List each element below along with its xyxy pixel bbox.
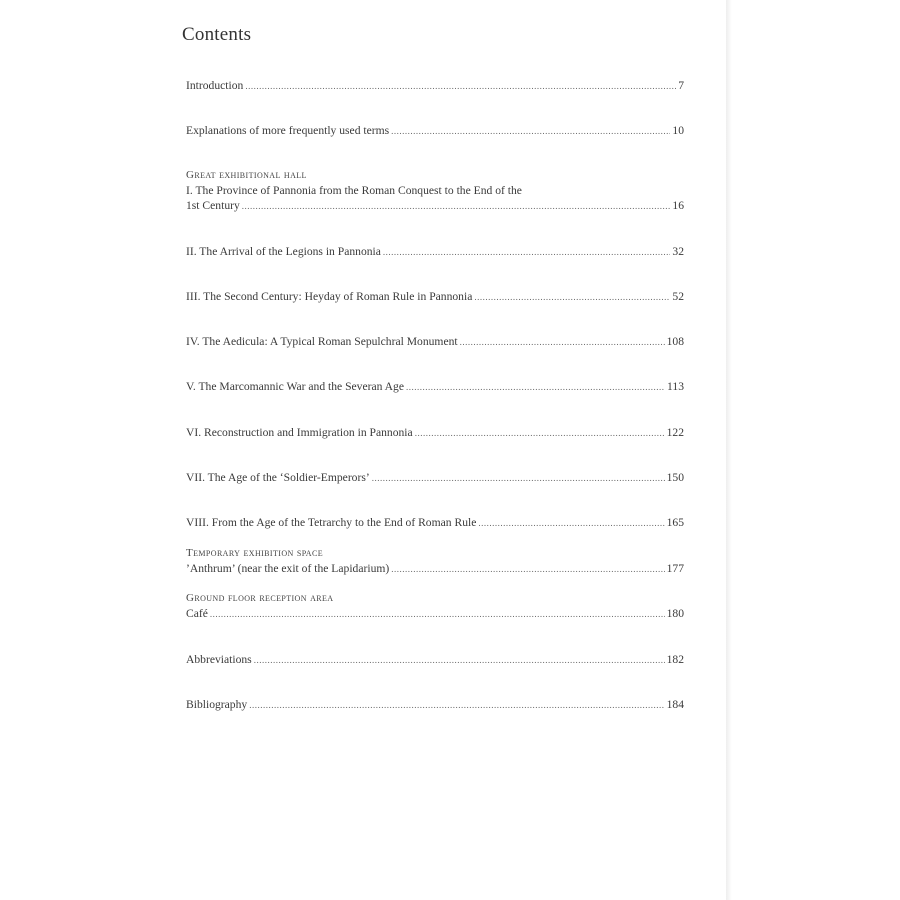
toc-entry-title-line-1: I. The Province of Pannonia from the Roman Conquest to the End of the [186, 184, 522, 197]
dot-leader [254, 653, 665, 668]
toc-entry-title: 1st Century [186, 199, 240, 212]
toc-page-number: 182 [666, 653, 684, 666]
toc-page-number: 122 [666, 426, 684, 439]
toc-entry-chapter-8[interactable] [186, 515, 684, 531]
page-edge-shadow [726, 0, 732, 900]
toc-line [186, 334, 684, 350]
toc-entry-title: Café [186, 607, 208, 620]
toc-line [186, 289, 684, 305]
toc-entry-title: III. The Second Century: Heyday of Roman Rule in Pannonia [186, 290, 473, 303]
dot-leader [242, 199, 671, 214]
toc-entry-title: IV. The Aedicula: A Typical Roman Sepulchral Monument [186, 335, 458, 348]
dot-leader [372, 471, 665, 486]
dot-leader [249, 698, 664, 713]
dot-leader [474, 290, 670, 305]
toc-entry-chapter-6[interactable] [186, 425, 684, 441]
toc-entry-title: V. The Marcomannic War and the Severan Age [186, 380, 404, 393]
toc-entry-chapter-4[interactable] [186, 334, 684, 350]
dot-leader [460, 335, 665, 350]
toc-entry-chapter-5[interactable] [186, 379, 684, 395]
toc-entry-title: VII. The Age of the ‘Soldier-Emperors’ [186, 471, 370, 484]
toc-entry-title: Bibliography [186, 698, 248, 711]
toc-page-number: 108 [666, 335, 684, 348]
section-heading: Great exhibitional hall [186, 169, 307, 181]
toc-line [186, 198, 684, 214]
dot-leader [391, 562, 664, 577]
toc-page-number: 184 [666, 698, 684, 711]
toc-page-number: 16 [672, 199, 684, 212]
toc-page-number: 52 [672, 290, 684, 303]
toc-entry-abbreviations[interactable] [186, 652, 684, 668]
dot-leader [383, 245, 671, 260]
dot-leader [245, 79, 676, 94]
toc-entry-title: VIII. From the Age of the Tetrarchy to the End of Roman Rule [186, 516, 477, 529]
toc-page-number: 32 [672, 245, 684, 258]
page-title: Contents [182, 24, 252, 45]
toc-entry-explanations[interactable] [186, 123, 684, 139]
dot-leader [415, 426, 665, 441]
toc-entry-title: ’Anthrum’ (near the exit of the Lapidarium) [186, 562, 390, 575]
toc-line [186, 515, 684, 531]
toc-entry-chapter-3[interactable] [186, 289, 684, 305]
toc-line [186, 78, 684, 94]
toc-line [186, 123, 684, 139]
toc-line [186, 652, 684, 668]
toc-line [186, 606, 684, 622]
toc-page-number: 150 [666, 471, 684, 484]
toc-entry-title: VI. Reconstruction and Immigration in Pannonia [186, 426, 413, 439]
toc-page-number: 165 [666, 516, 684, 529]
toc-page-number: 7 [678, 79, 684, 92]
dot-leader [391, 124, 670, 139]
dot-leader [210, 607, 665, 622]
toc-line [186, 425, 684, 441]
toc-entry-introduction[interactable] [186, 78, 684, 94]
toc-page-number: 113 [667, 380, 684, 393]
toc-entry-anthrum[interactable] [186, 546, 684, 577]
toc-entry-title: Abbreviations [186, 653, 252, 666]
section-heading: Ground floor reception area [186, 592, 334, 604]
toc-page-number: 10 [672, 124, 684, 137]
section-heading: Temporary exhibition space [186, 547, 324, 559]
toc-line [186, 470, 684, 486]
dot-leader [478, 516, 664, 531]
toc-line [186, 561, 684, 577]
toc-entry-title: II. The Arrival of the Legions in Pannonia [186, 245, 381, 258]
toc-entry-chapter-2[interactable] [186, 244, 684, 260]
toc-entry-title: Introduction [186, 79, 244, 92]
toc-entry-bibliography[interactable] [186, 697, 684, 713]
toc-entry-chapter-1[interactable] [186, 168, 684, 214]
toc-page-number: 180 [666, 607, 684, 620]
toc-line [186, 697, 684, 713]
toc-entry-chapter-7[interactable] [186, 470, 684, 486]
toc-page-number: 177 [666, 562, 684, 575]
toc-entry-cafe[interactable] [186, 591, 684, 622]
dot-leader [406, 380, 665, 395]
toc-line [186, 244, 684, 260]
toc-entry-title: Explanations of more frequently used terms [186, 124, 390, 137]
toc-line [186, 379, 684, 395]
